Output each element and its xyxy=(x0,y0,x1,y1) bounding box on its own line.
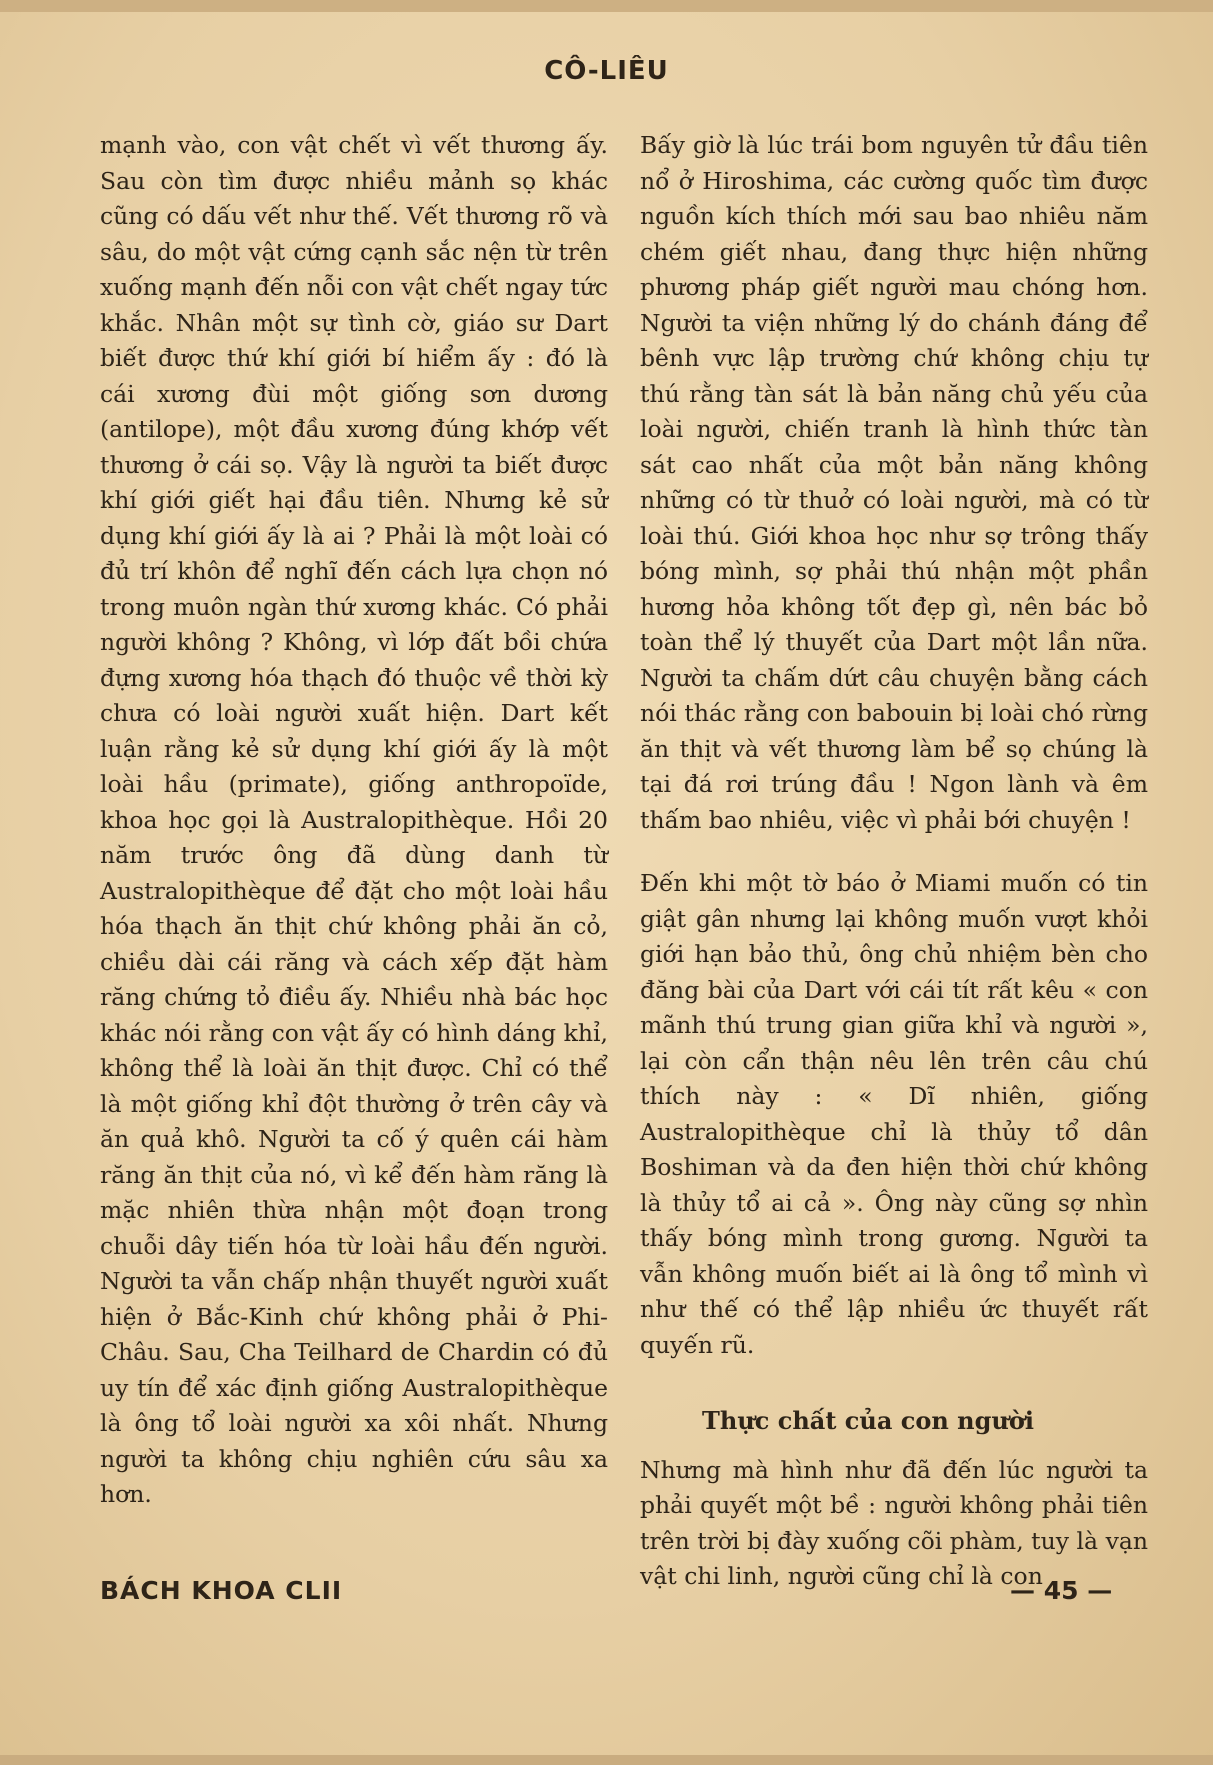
right-paragraph-2: Đến khi một tờ báo ở Miami muốn có tin giật gân nhưng lại không muốn vượt khỏi giới hạn bảo thủ, ông chủ nhiệm bèn cho đăng bài của Dart với cái tít rất kêu « con mãnh thú trung gian giữa khỉ và người », lại còn cẩn thận nêu lên trên câu chú thích này : « Dĩ nhiên, giống Australopithèque chỉ là thủy tổ dân Boshiman và da đen hiện thời chứ không là thủy tổ ai cả ». Ông này cũng sợ nhìn thấy bóng mình trong gương. Người ta vẫn không muốn biết ai là ông tổ mình vì như thế có thể lập nhiều ức thuyết rất quyến rũ. xyxy=(640,869,1148,1359)
page-top-edge xyxy=(0,0,1213,12)
footer-page-number: — 45 — xyxy=(1010,1576,1113,1605)
page-bottom-edge xyxy=(0,1755,1213,1765)
page-header-title: CÔ-LIÊU xyxy=(544,56,669,86)
left-column xyxy=(100,128,608,1513)
right-closing-paragraph: Nhưng mà hình như đã đến lúc người ta phải quyết một bề : người không phải tiên trên trời bị đày xuống cõi phàm, tuy là vạn vật chi linh, người cũng chỉ là con xyxy=(640,1455,1148,1590)
footer-publication: BÁCH KHOA CLII xyxy=(100,1576,343,1605)
right-column xyxy=(640,128,1148,1595)
section-subheading: Thực chất của con người xyxy=(702,1406,1034,1435)
left-paragraph-1: mạnh vào, con vật chết vì vết thương ấy. Sau còn tìm được nhiều mảnh sọ khác cũng có dấu vết như thế. Vết thương rõ và sâu, do một vật cứng cạnh sắc nện từ trên xuống mạnh đến nỗi con vật chết ngay tức khắc. Nhân một sự tình cờ, giáo sư Dart biết được thứ khí giới bí hiểm ấy : đó là cái xương đùi một giống sơn dương (antilope), một đầu xương đúng khớp vết thương ở cái sọ. Vậy là người ta biết được khí giới giết hại đầu tiên. Nhưng kẻ sử dụng khí giới ấy là ai ? Phải là một loài có đủ trí khôn để nghĩ đến cách lựa chọn nó trong muôn ngàn thứ xương khác. Có phải người không ? Không, vì lớp đất bồi chứa đựng xương hóa thạch đó thuộc về thời kỳ chưa có loài người xuất hiện. Dart kết luận rằng kẻ sử dụng khí giới ấy là một loài hầu (primate), giống anthropoïde, khoa học gọi là Australopithèque. Hồi 20 năm trước ông đã dùng danh từ Australopithèque để đặt cho một loài hầu hóa thạch ăn thịt chứ không phải ăn cỏ, chiều dài cái răng và cách xếp đặt hàm răng chứng tỏ điều ấy. Nhiều nhà bác học khác nói rằng con vật ấy có hình dáng khỉ, không thể là loài ăn thịt được. Chỉ có thể là một giống khỉ đột thường ở trên cây và ăn quả khô. Người ta cố ý quên cái hàm răng ăn thịt của nó, vì kể đến hàm răng là mặc nhiên thừa nhận một đoạn trong chuỗi dây tiến hóa từ loài hầu đến người. Người ta vẫn chấp nhận thuyết người xuất hiện ở Bắc-Kinh chứ không phải ở Phi-Châu. Sau, Cha Teilhard de Chardin có đủ uy tín để xác định giống Australopithèque là ông tổ loài người xa xôi nhất. Nhưng người ta không chịu nghiên cứu sâu xa hơn. xyxy=(100,131,608,1508)
right-paragraph-1: Bấy giờ là lúc trái bom nguyên tử đầu tiên nổ ở Hiroshima, các cường quốc tìm được nguồn kích thích mới sau bao nhiêu năm chém giết nhau, đang thực hiện những phương pháp giết người mau chóng hơn. Người ta viện những lý do chánh đáng để bênh vực lập trường chứ không chịu tự thú rằng tàn sát là bản năng chủ yếu của loài người, chiến tranh là hình thức tàn sát cao nhất của một bản năng không những có từ thuở có loài người, mà có từ loài thú. Giới khoa học như sợ trông thấy bóng mình, sợ phải thú nhận một phần hương hỏa không tốt đẹp gì, nên bác bỏ toàn thể lý thuyết của Dart một lần nữa. Người ta chấm dứt câu chuyện bằng cách nói thác rằng con babouin bị loài chó rừng ăn thịt và vết thương làm bể sọ chúng là tại đá rơi trúng đầu ! Ngon lành và êm thấm bao nhiêu, việc vì phải bới chuyện ! xyxy=(640,131,1148,834)
